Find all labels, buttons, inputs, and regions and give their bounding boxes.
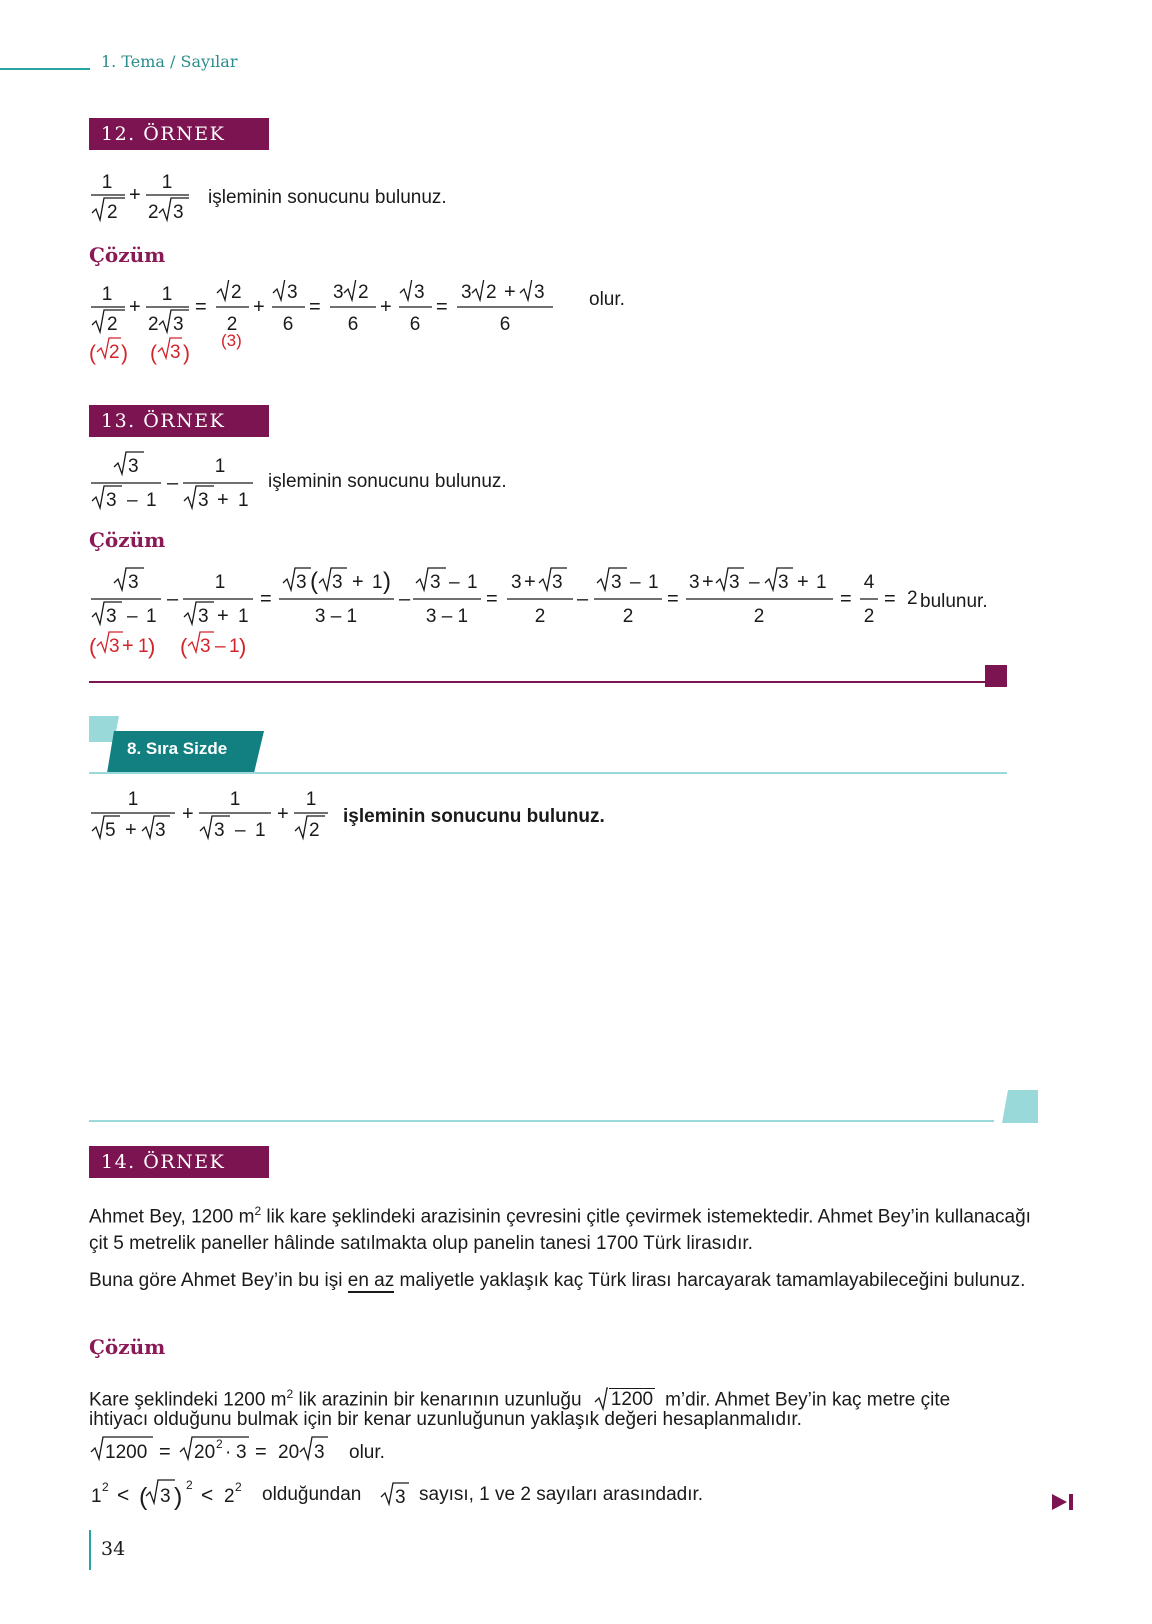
example-14-solution-line-2: ihtiyacı olduğunu bulmak için bir kenar uzunluğunun yaklaşık değeri hesaplanmalıdır. [89, 1409, 802, 1430]
emphasis-en-az: en az [347, 1270, 395, 1291]
svg-text:2: 2 [907, 588, 918, 609]
svg-text:–: – [235, 820, 246, 841]
svg-text:+: + [253, 296, 265, 318]
example-14-root-3 [379, 1480, 411, 1512]
sira-sizde-question-text: işleminin sonucunu bulunuz. [343, 806, 605, 827]
sira-sizde-corner-shape [1002, 1090, 1038, 1124]
example-12-result-text: olur. [589, 289, 625, 310]
example-12-solution-expression [89, 280, 589, 372]
svg-text:3: 3 [395, 1487, 406, 1508]
svg-text:2: 2 [107, 202, 118, 223]
svg-text:3: 3 [109, 636, 120, 657]
svg-text:2: 2 [216, 1437, 223, 1451]
svg-text:–: – [167, 472, 179, 494]
svg-text:2: 2 [753, 606, 765, 627]
example-13-question-text: işleminin sonucunu bulunuz. [268, 471, 507, 492]
svg-text:3: 3 [106, 490, 117, 511]
svg-text:6: 6 [282, 314, 294, 335]
svg-text:–: – [749, 572, 760, 593]
svg-text:2: 2 [224, 1486, 235, 1507]
svg-text:3: 3 [198, 490, 209, 511]
example-12-question-text: işleminin sonucunu bulunuz. [208, 187, 447, 208]
svg-text:1: 1 [146, 490, 157, 511]
svg-text:1: 1 [238, 606, 249, 627]
svg-text:6: 6 [347, 314, 359, 335]
svg-text:<: < [201, 1484, 214, 1507]
svg-text:–: – [127, 606, 138, 627]
svg-text:2: 2 [148, 314, 159, 335]
svg-text:–: – [630, 572, 641, 593]
svg-text:1: 1 [101, 172, 113, 193]
svg-text:(: ( [89, 634, 97, 659]
example-13-solution-label: Çözüm [89, 528, 166, 552]
svg-text:–: – [399, 588, 411, 610]
svg-text:): ) [148, 634, 156, 659]
svg-text:3: 3 [778, 572, 789, 593]
svg-text:1: 1 [816, 572, 827, 593]
svg-text:1200: 1200 [105, 1442, 148, 1463]
svg-text:): ) [383, 568, 391, 595]
svg-text:2: 2 [148, 202, 159, 223]
svg-text:3: 3 [332, 572, 343, 593]
svg-text:+: + [380, 296, 392, 318]
svg-text:+: + [217, 605, 229, 627]
svg-text:3: 3 [287, 282, 298, 303]
svg-text:=: = [309, 296, 321, 318]
svg-text:2: 2 [109, 342, 120, 363]
svg-text:–: – [167, 588, 179, 610]
svg-text:3: 3 [170, 342, 181, 363]
svg-text:3: 3 [106, 606, 117, 627]
svg-text:1: 1 [127, 789, 139, 810]
example-14-solution-label: Çözüm [89, 1335, 166, 1359]
example-13-end-rule [89, 681, 1007, 683]
svg-text:3: 3 [729, 572, 740, 593]
svg-text:3: 3 [173, 314, 184, 335]
svg-text:+: + [129, 184, 141, 206]
page-number: 34 [101, 1538, 126, 1560]
svg-text:1: 1 [101, 284, 113, 305]
svg-text:1: 1 [214, 456, 226, 477]
svg-text:+: + [702, 571, 714, 593]
svg-text:): ) [174, 1483, 183, 1511]
svg-text:3: 3 [511, 572, 522, 593]
example-14-title: 14. ÖRNEK [89, 1146, 269, 1178]
svg-text:): ) [121, 342, 128, 365]
example-14-paragraph-1: Ahmet Bey, 1200 $m^2$ lik kare şeklindeki arazisinin çevresini çitle çevirmek istemektedir. Ahmet Bey’in kullanacağı çit 5 metrelik paneller hâlinde satılmakta olup panelin tanesi 1700 Türk lirasıdır. [89, 1204, 1031, 1255]
example-14-inequality-end: sayısı, 1 ve 2 sayıları arasındadır. [419, 1484, 704, 1505]
example-13-solution-expression [89, 566, 1009, 666]
section-breadcrumb: 1. Tema / Sayılar [101, 52, 238, 71]
svg-text:3: 3 [552, 572, 563, 593]
svg-text:3: 3 [296, 572, 307, 593]
svg-text:3: 3 [314, 1442, 325, 1463]
svg-text:2: 2 [107, 314, 118, 335]
page-number-rule [89, 1530, 91, 1570]
svg-text:+: + [797, 571, 809, 593]
svg-text:3: 3 [430, 572, 441, 593]
svg-text:1: 1 [229, 636, 240, 657]
svg-text:+: + [504, 281, 516, 303]
svg-text:6: 6 [409, 314, 421, 335]
svg-text:1: 1 [255, 820, 266, 841]
svg-text:): ) [183, 342, 190, 365]
svg-text:2: 2 [235, 1480, 242, 1494]
example-12-title: 12. ÖRNEK [89, 118, 269, 150]
svg-text:3: 3 [236, 1442, 247, 1463]
svg-text:2: 2 [534, 606, 546, 627]
svg-text:2: 2 [622, 606, 634, 627]
svg-text:3: 3 [333, 282, 344, 303]
example-14-root-equation-end: olur. [349, 1442, 385, 1463]
svg-text:3: 3 [160, 1486, 171, 1507]
svg-text:=: = [436, 296, 448, 318]
svg-text:=: = [255, 1441, 267, 1463]
svg-text:3: 3 [128, 572, 139, 593]
svg-text:5: 5 [105, 820, 116, 841]
svg-text:=: = [486, 588, 498, 610]
svg-text:1: 1 [238, 490, 249, 511]
example-end-square-icon [985, 665, 1007, 687]
svg-text:1: 1 [138, 636, 149, 657]
svg-text:1: 1 [214, 572, 226, 593]
svg-text:1: 1 [146, 606, 157, 627]
example-14-inequality [89, 1474, 264, 1516]
example-13-title: 13. ÖRNEK [89, 405, 269, 437]
svg-text:1: 1 [467, 572, 478, 593]
svg-text:3 – 1: 3 – 1 [425, 606, 469, 627]
svg-text:2: 2 [309, 820, 320, 841]
svg-text:+: + [277, 803, 289, 825]
svg-text:3: 3 [155, 820, 166, 841]
svg-text:3: 3 [198, 606, 209, 627]
svg-text:2: 2 [231, 282, 242, 303]
svg-text:–: – [577, 588, 589, 610]
svg-text:+: + [125, 819, 137, 841]
svg-text:3: 3 [200, 636, 211, 657]
svg-text:<: < [117, 1484, 130, 1507]
svg-text:+: + [129, 296, 141, 318]
svg-text:1: 1 [161, 284, 173, 305]
svg-text:2: 2 [226, 314, 238, 335]
svg-text:+: + [352, 571, 364, 593]
header-rule [0, 68, 90, 70]
svg-text:+: + [524, 571, 536, 593]
svg-text:20: 20 [194, 1442, 216, 1463]
svg-text:6: 6 [499, 314, 511, 335]
svg-text:·: · [225, 1442, 232, 1463]
svg-text:3: 3 [461, 282, 472, 303]
example-13-result-text: bulunur. [920, 591, 988, 612]
svg-text:3: 3 [173, 202, 184, 223]
svg-text:1: 1 [91, 1486, 102, 1507]
svg-text:2: 2 [358, 282, 369, 303]
svg-text:3: 3 [128, 456, 139, 477]
svg-text:1: 1 [372, 572, 383, 593]
sira-sizde-label: 8. Sıra Sizde [127, 739, 228, 758]
svg-text:=: = [260, 588, 272, 610]
svg-text:=: = [159, 1441, 171, 1463]
svg-text:3: 3 [689, 572, 700, 593]
svg-text:(: ( [180, 634, 188, 659]
svg-text:(: ( [150, 342, 157, 365]
svg-text:+: + [122, 635, 134, 657]
svg-text:–: – [127, 490, 138, 511]
svg-text:(: ( [139, 1483, 148, 1511]
svg-text:): ) [239, 634, 247, 659]
next-page-icon[interactable] [1050, 1492, 1078, 1512]
svg-text:(: ( [89, 342, 96, 365]
svg-text:=: = [667, 588, 679, 610]
svg-text:–: – [449, 572, 460, 593]
sira-sizde-top-rule [89, 772, 1007, 774]
svg-text:1: 1 [305, 789, 317, 810]
svg-text:+: + [182, 803, 194, 825]
svg-text:=: = [884, 588, 896, 610]
svg-text:3: 3 [414, 282, 425, 303]
svg-text:(: ( [310, 568, 318, 595]
sira-sizde-expression [89, 785, 339, 845]
example-14-root-equation [89, 1432, 379, 1472]
svg-text:20: 20 [278, 1442, 300, 1463]
example-14-solution-line-1: Kare şeklindeki 1200 $m^2$ lik arazinin bir kenarının uzunluğu 1200 m’dir. Ahmet Bey’in kaç metre çite [89, 1387, 951, 1411]
svg-text:3: 3 [214, 820, 225, 841]
example-12-solution-label: Çözüm [89, 243, 166, 267]
svg-text:2: 2 [863, 606, 875, 627]
svg-text:1: 1 [648, 572, 659, 593]
svg-text:(3): (3) [221, 331, 242, 350]
svg-text:3: 3 [611, 572, 622, 593]
svg-text:–: – [215, 636, 226, 657]
svg-text:2: 2 [486, 282, 497, 303]
example-14-paragraph-2: Buna göre Ahmet Bey’in bu işi en az maliyetle yaklaşık kaç Türk lirası harcayarak tamamlayabileceğini bulunuz. [89, 1270, 1026, 1291]
svg-text:1: 1 [161, 172, 173, 193]
svg-text:3: 3 [534, 282, 545, 303]
svg-text:+: + [217, 489, 229, 511]
sira-sizde-bottom-rule [89, 1120, 994, 1122]
example-14-inequality-text: olduğundan [262, 1484, 362, 1505]
svg-text:1: 1 [229, 789, 241, 810]
svg-text:=: = [195, 296, 207, 318]
svg-text:2: 2 [102, 1480, 109, 1494]
svg-text:3 – 1: 3 – 1 [314, 606, 358, 627]
svg-text:4: 4 [863, 572, 875, 593]
svg-text:=: = [840, 588, 852, 610]
svg-text:2: 2 [186, 1478, 193, 1492]
